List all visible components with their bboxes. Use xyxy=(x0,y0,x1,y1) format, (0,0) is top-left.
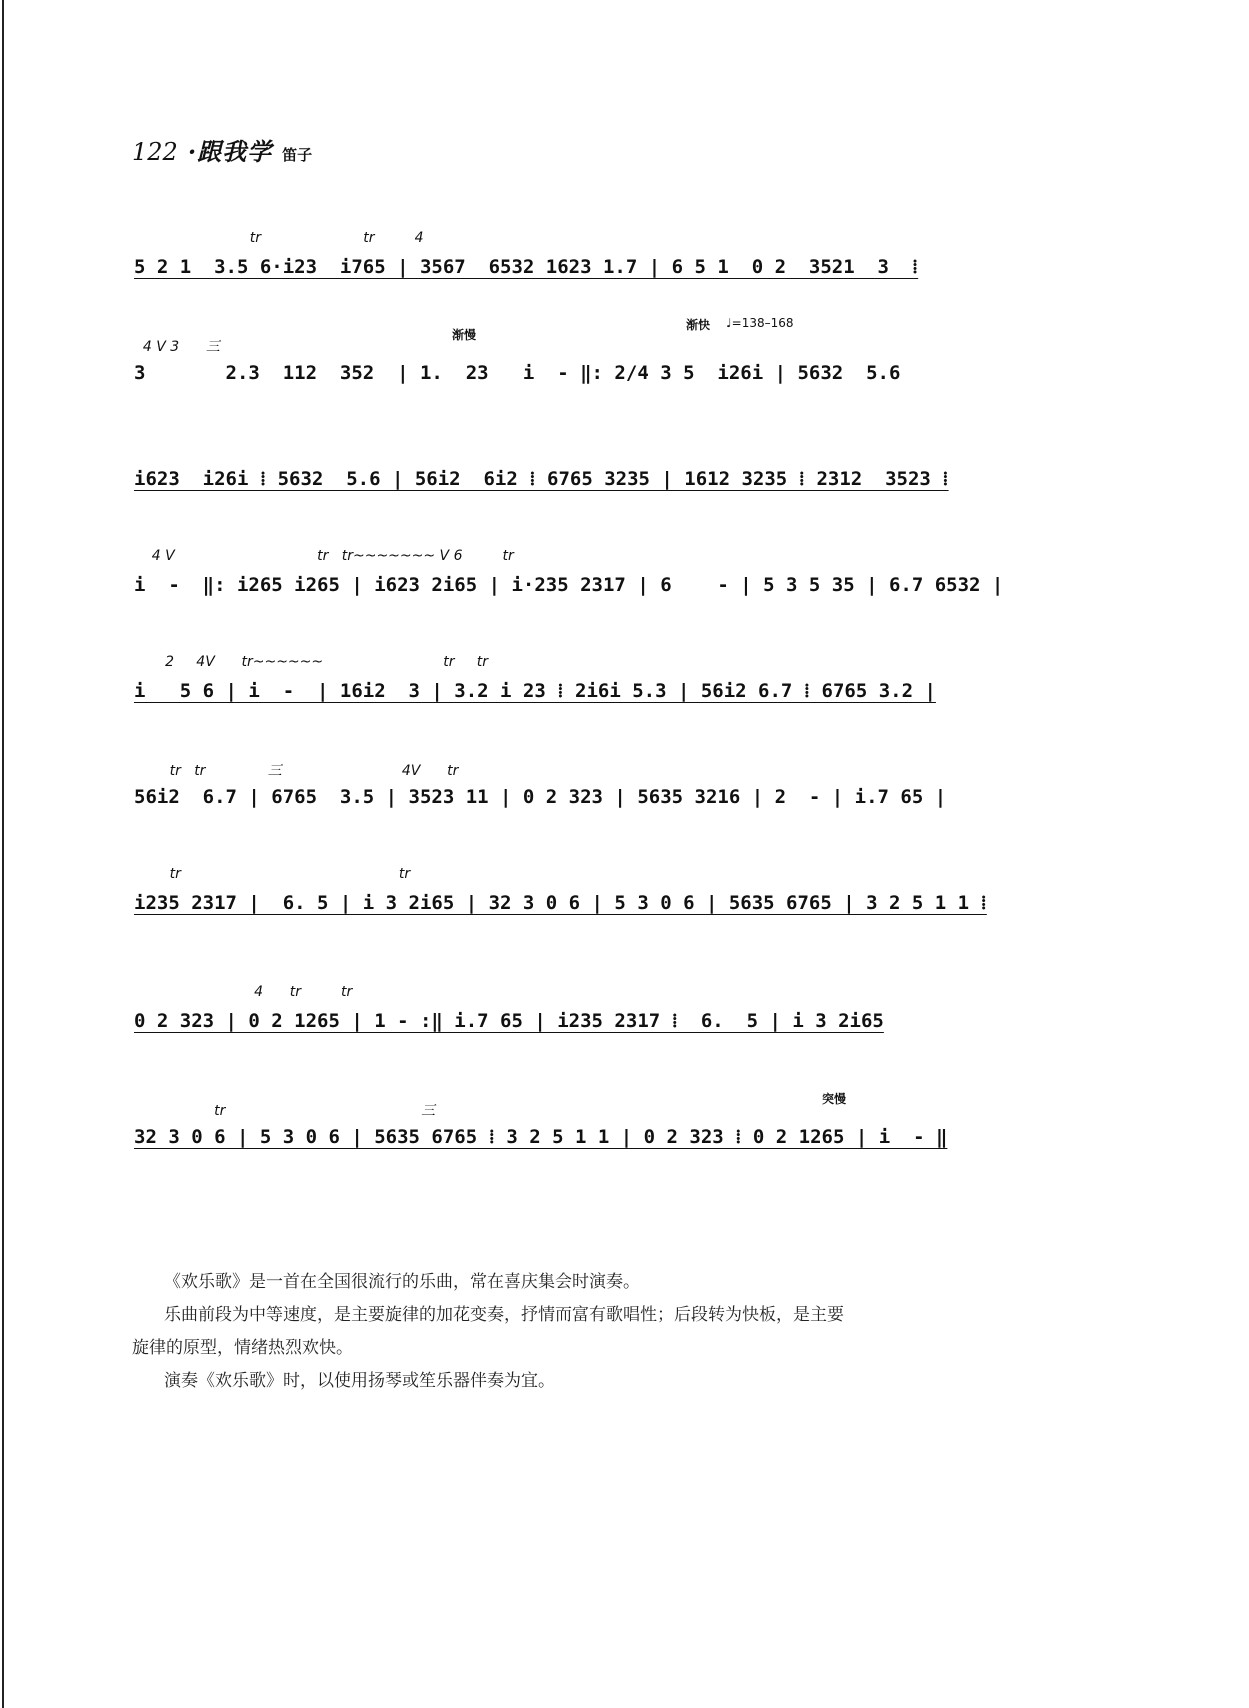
score-line-2 xyxy=(134,336,1174,396)
paragraph-structure-line1: 乐曲前段为中等速度，是主要旋律的加花变奏，抒情而富有歌唱性；后段转为快板，是主要 xyxy=(164,1305,844,1325)
tempo-sudden-slow: 突慢 xyxy=(822,1092,847,1106)
score-line-3 xyxy=(134,442,1174,502)
score-notes: i 5 6 | i - | 16i2 3 | 3.2 i 23 ⁞ 2i6i 5.3 | 56i2 6.7 ⁞ 6765 3.2 | xyxy=(134,680,936,702)
score-annotation: 4 V tr tr~~~~~~~ V 6 tr xyxy=(134,548,559,564)
score-line-9 xyxy=(134,1100,1174,1160)
book-title: ·跟我学 xyxy=(187,137,273,166)
book-subtitle: 笛子 xyxy=(282,146,313,164)
paragraph-intro: 《欢乐歌》是一首在全国很流行的乐曲，常在喜庆集会时演奏。 xyxy=(164,1272,640,1292)
score-notes: 32 3 0 6 | 5 3 0 6 | 5635 6765 ⁞ 3 2 5 1 1 | 0 2 323 ⁞ 0 2 1265 | i - ‖ xyxy=(134,1126,948,1148)
score-annotation: tr 三 xyxy=(134,1103,498,1119)
paragraph-accompaniment: 演奏《欢乐歌》时，以使用扬琴或笙乐器伴奏为宜。 xyxy=(164,1371,555,1391)
score-line-1 xyxy=(134,230,1174,290)
paragraph-structure xyxy=(132,1299,1064,1365)
score-line-8 xyxy=(134,984,1174,1044)
score-annotation: tr tr 三 4V tr xyxy=(134,763,512,779)
score-notes: i623 i26i ⁞ 5632 5.6 | 56i2 6i2 ⁞ 6765 3235 | 1612 3235 ⁞ 2312 3523 ⁞ xyxy=(134,468,949,490)
paragraph-structure-line2: 旋律的原型，情绪热烈欢快。 xyxy=(132,1338,353,1358)
tempo-slow-down: 渐慢 xyxy=(452,328,477,342)
description-text xyxy=(132,1266,1064,1398)
score-line-5 xyxy=(134,654,1174,714)
score-line-7 xyxy=(134,866,1174,926)
page-edge-line xyxy=(2,0,4,1708)
score-notes: 56i2 6.7 | 6765 3.5 | 3523 11 | 0 2 323 | 5635 3216 | 2 - | i.7 65 | xyxy=(134,786,947,808)
score-annotation xyxy=(134,442,1174,468)
score-annotation: 2 4V tr~~~~~~ tr tr xyxy=(134,654,551,670)
score-notes: i - ‖: i265 i265 | i623 2i65 | i·235 2317 | 6 - | 5 3 5 35 | 6.7 6532 | xyxy=(134,574,1004,596)
score-annotation: 4 tr tr xyxy=(134,984,495,1000)
score-notes: 5 2 1 3.5 6·i23 i765 | 3567 6532 1623 1.7 | 6 5 1 0 2 3521 3 ⁞ xyxy=(134,256,919,278)
tempo-metronome: ♩=138–168 xyxy=(726,316,794,330)
score-notes: i235 2317 | 6. 5 | i 3 2i65 | 32 3 0 6 | 5 3 0 6 | 5635 6765 | 3 2 5 1 1 ⁞ xyxy=(134,892,987,914)
score-notes: 3 2.3 112 352 | 1. 23 i - ‖: 2/4 3 5 i26i | 5632 5.6 xyxy=(134,362,901,384)
tempo-speed-up: 渐快 xyxy=(686,318,711,332)
page-number: 122 xyxy=(132,138,178,166)
page-header xyxy=(132,132,312,167)
score-line-6 xyxy=(134,760,1174,820)
score-annotation: 4 V 3 三 xyxy=(134,339,496,355)
score-annotation: tr tr xyxy=(134,866,495,882)
score-line-4 xyxy=(134,548,1174,608)
score-annotation: tr tr 4 xyxy=(134,230,495,246)
score-notes: 0 2 323 | 0 2 1265 | 1 - :‖ i.7 65 | i235 2317 ⁞ 6. 5 | i 3 2i65 xyxy=(134,1010,884,1032)
